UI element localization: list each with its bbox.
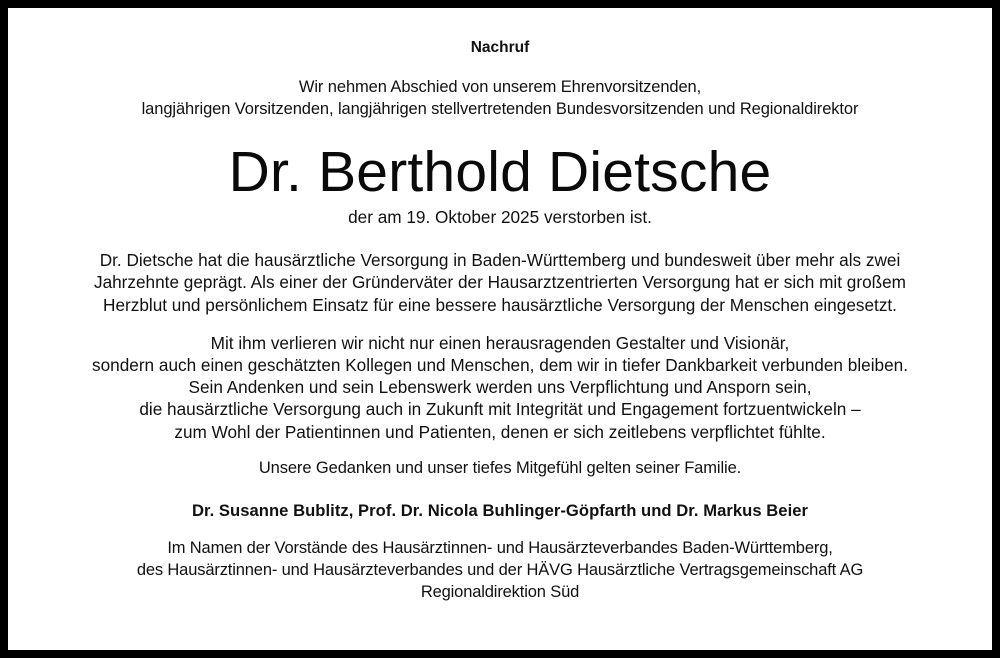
- on-behalf-line-2: des Hausärztinnen- und Hausärzteverbandes und der HÄVG Hausärztliche Vertragsgemeinschaft AG: [136, 561, 864, 579]
- notice-heading: Nachruf: [470, 39, 530, 56]
- paragraph-2-line-5: zum Wohl der Patientinnen und Patienten, denen er sich zeitlebens verpflichtet fühlte.: [174, 422, 826, 442]
- deceased-name: Dr. Berthold Dietsche: [228, 140, 772, 204]
- paragraph-2-line-1: Mit ihm verlieren wir nicht nur einen herausragenden Gestalter und Visionär,: [210, 333, 790, 353]
- paragraph-1-line-3: Herzblut und persönlichem Einsatz für eine bessere hausärztliche Versorgung der Menschen eingesetzt.: [103, 295, 897, 315]
- paragraph-1-line-1: Dr. Dietsche hat die hausärztliche Versorgung in Baden-Württemberg und bundesweit über mehr als zwei: [99, 250, 901, 270]
- paragraph-2-line-2: sondern auch einen geschätzten Kollegen und Menschen, dem wir in tiefer Dankbarkeit verbunden bleiben.: [92, 355, 908, 375]
- on-behalf-line-1: Im Namen der Vorstände des Hausärztinnen- und Hausärzteverbandes Baden-Württemberg,: [167, 539, 833, 557]
- intro-line-1: Wir nehmen Abschied von unserem Ehrenvorsitzenden,: [298, 78, 702, 96]
- obituary-notice: [8, 8, 992, 650]
- paragraph-1-line-2: Jahrzehnte geprägt. Als einer der Gründerväter der Hausarztzentrierten Versorgung hat er sich mit großem: [93, 272, 907, 292]
- signatories: Dr. Susanne Bublitz, Prof. Dr. Nicola Buhlinger-Göpfarth und Dr. Markus Beier: [191, 501, 809, 520]
- intro-line-2: langjährigen Vorsitzenden, langjährigen stellvertretenden Bundesvorsitzenden und Regionaldirektor: [141, 100, 859, 118]
- on-behalf-line-3: Regionaldirektion Süd: [420, 583, 580, 601]
- paragraph-2-line-4: die hausärztliche Versorgung auch in Zukunft mit Integrität und Engagement fortzuentwickeln –: [139, 399, 861, 419]
- paragraph-2-line-3: Sein Andenken und sein Lebenswerk werden uns Verpflichtung und Ansporn sein,: [188, 377, 812, 397]
- condolence-line: Unsere Gedanken und unser tiefes Mitgefühl gelten seiner Familie.: [258, 459, 742, 477]
- death-date-line: der am 19. Oktober 2025 verstorben ist.: [348, 207, 652, 227]
